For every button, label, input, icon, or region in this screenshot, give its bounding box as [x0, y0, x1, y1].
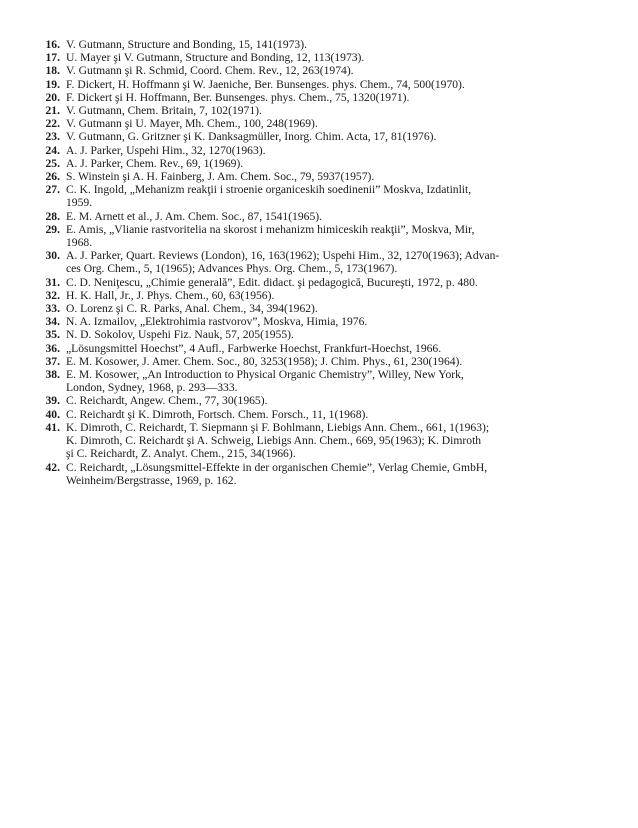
- reference-text: [66, 368, 615, 394]
- reference-line: V. Gutmann, G. Gritzner şi K. Danksagmüller, Inorg. Chim. Acta, 17, 81(1976).: [66, 130, 437, 144]
- reference-line: ces Org. Chem., 5, 1(1965); Advances Phys. Org. Chem., 5, 173(1967).: [66, 262, 398, 276]
- reference-item: [30, 394, 615, 407]
- reference-line: V. Gutmann şi R. Schmid, Coord. Chem. Rev., 12, 263(1974).: [66, 64, 354, 78]
- reference-number: 40.: [45, 407, 60, 421]
- reference-item: [30, 130, 615, 143]
- reference-text: [66, 289, 615, 302]
- reference-line: „Lösungsmittel Hoechst”, 4 Aufl., Farbwerke Hoechst, Frankfurt-Hoechst, 1966.: [66, 341, 442, 355]
- reference-item: [30, 144, 615, 157]
- reference-line: C. Reichardt, Angew. Chem., 77, 30(1965).: [66, 394, 268, 408]
- reference-number: 34.: [45, 315, 60, 329]
- reference-line: N. A. Izmailov, „Elektrohimia rastvorov”, Moskva, Himia, 1976.: [66, 315, 368, 329]
- reference-line: Weinheim/Bergstrasse, 1969, p. 162.: [66, 473, 237, 487]
- reference-item: [30, 315, 615, 328]
- reference-text: [66, 104, 615, 117]
- reference-item: [30, 170, 615, 183]
- reference-item: [30, 38, 615, 51]
- reference-line: V. Gutmann şi U. Mayer, Mh. Chem., 100, 248(1969).: [66, 117, 318, 131]
- reference-text: [66, 421, 615, 461]
- reference-text: [66, 276, 615, 289]
- reference-item: [30, 64, 615, 77]
- reference-text: [66, 249, 615, 275]
- reference-line: H. K. Hall, Jr., J. Phys. Chem., 60, 63(1956).: [66, 288, 275, 302]
- reference-line: C. Reichardt şi K. Dimroth, Fortsch. Chem. Forsch., 11, 1(1968).: [66, 407, 369, 421]
- reference-line: London, Sydney, 1968, p. 293—333.: [66, 381, 238, 395]
- reference-line: E. M. Arnett et al., J. Am. Chem. Soc., 87, 1541(1965).: [66, 209, 323, 223]
- reference-line: E. M. Kosower, J. Amer. Chem. Soc., 80, 3253(1958); J. Chim. Phys., 61, 230(1964).: [66, 354, 463, 368]
- reference-text: [66, 38, 615, 51]
- reference-number: 24.: [45, 143, 60, 157]
- reference-number: 25.: [45, 156, 60, 170]
- reference-text: [66, 170, 615, 183]
- reference-number: 19.: [45, 77, 60, 91]
- reference-item: [30, 183, 615, 209]
- reference-item: [30, 368, 615, 394]
- reference-number: 22.: [45, 117, 60, 131]
- reference-text: [66, 117, 615, 130]
- reference-number: 37.: [45, 354, 60, 368]
- reference-line: U. Mayer şi V. Gutmann, Structure and Bonding, 12, 113(1973).: [66, 51, 365, 65]
- reference-line: O. Lorenz şi C. R. Parks, Anal. Chem., 34, 394(1962).: [66, 302, 318, 316]
- reference-number: 30.: [45, 249, 60, 263]
- reference-number: 20.: [45, 90, 60, 104]
- reference-item: [30, 302, 615, 315]
- reference-number: 42.: [45, 460, 60, 474]
- reference-line: K. Dimroth, C. Reichardt şi A. Schweig, Liebigs Ann. Chem., 669, 95(1963); K. Dimroth: [66, 434, 482, 448]
- reference-text: [66, 64, 615, 77]
- reference-text: [66, 157, 615, 170]
- reference-number: 31.: [45, 275, 60, 289]
- reference-item: [30, 355, 615, 368]
- reference-text: [66, 328, 615, 341]
- reference-line: V. Gutmann, Structure and Bonding, 15, 141(1973).: [66, 38, 307, 51]
- reference-item: [30, 461, 615, 487]
- reference-line: 1959.: [66, 196, 93, 210]
- reference-line: A. J. Parker, Uspehi Him., 32, 1270(1963).: [66, 143, 266, 157]
- reference-line: A. J. Parker, Chem. Rev., 69, 1(1969).: [66, 156, 244, 170]
- reference-item: [30, 276, 615, 289]
- reference-item: [30, 91, 615, 104]
- reference-line: N. D. Sokolov, Uspehi Fiz. Nauk, 57, 205(1955).: [66, 328, 294, 342]
- reference-line: V. Gutmann, Chem. Britain, 7, 102(1971).: [66, 104, 262, 118]
- reference-line: F. Dickert, H. Hoffmann şi W. Jaeniche, Ber. Bunsenges. phys. Chem., 74, 500(1970).: [66, 77, 465, 91]
- reference-item: [30, 117, 615, 130]
- reference-text: [66, 408, 615, 421]
- reference-line: E. M. Kosower, „An Introduction to Physical Organic Chemistry”, Willey, New York,: [66, 368, 464, 382]
- reference-text: [66, 51, 615, 64]
- reference-number: 27.: [45, 183, 60, 197]
- reference-item: [30, 421, 615, 461]
- reference-number: 39.: [45, 394, 60, 408]
- reference-text: [66, 223, 615, 249]
- reference-text: [66, 78, 615, 91]
- reference-text: [66, 302, 615, 315]
- reference-item: [30, 289, 615, 302]
- reference-number: 28.: [45, 209, 60, 223]
- reference-text: [66, 355, 615, 368]
- reference-number: 41.: [45, 420, 60, 434]
- reference-list: [30, 38, 615, 487]
- reference-number: 17.: [45, 51, 60, 65]
- reference-item: [30, 104, 615, 117]
- reference-text: [66, 144, 615, 157]
- reference-number: 35.: [45, 328, 60, 342]
- reference-line: K. Dimroth, C. Reichardt, T. Siepmann şi F. Bohlmann, Liebigs Ann. Chem., 661, 1(1963);: [66, 420, 490, 434]
- reference-number: 26.: [45, 170, 60, 184]
- reference-text: [66, 461, 615, 487]
- reference-line: E. Amis, „Vlianie rastvoritelia na skorost i mehanizm himiceskih reakţii”, Moskva, Mir,: [66, 222, 475, 236]
- reference-line: C. D. Neniţescu, „Chimie generală”, Edit. didact. şi pedagogică, Bucureşti, 1972, p. 480.: [66, 275, 478, 289]
- reference-line: S. Winstein şi A. H. Fainberg, J. Am. Chem. Soc., 79, 5937(1957).: [66, 170, 375, 184]
- reference-text: [66, 183, 615, 209]
- reference-number: 36.: [45, 341, 60, 355]
- reference-item: [30, 328, 615, 341]
- reference-number: 38.: [45, 368, 60, 382]
- reference-text: [66, 342, 615, 355]
- reference-item: [30, 157, 615, 170]
- reference-text: [66, 210, 615, 223]
- reference-item: [30, 78, 615, 91]
- reference-item: [30, 408, 615, 421]
- reference-text: [66, 91, 615, 104]
- reference-item: [30, 210, 615, 223]
- reference-line: 1968.: [66, 236, 93, 250]
- reference-number: 29.: [45, 222, 60, 236]
- reference-number: 21.: [45, 104, 60, 118]
- reference-number: 32.: [45, 288, 60, 302]
- reference-item: [30, 249, 615, 275]
- reference-line: C. Reichardt, „Lösungsmittel-Effekte in der organischen Chemie”, Verlag Chemie, GmbH,: [66, 460, 488, 474]
- reference-line: C. K. Ingold, „Mehanizm reakţii i stroenie organiceskih soedinenii” Moskva, Izdatinlit,: [66, 183, 472, 197]
- reference-line: F. Dickert şi H. Hoffmann, Ber. Bunsenges. phys. Chem., 75, 1320(1971).: [66, 90, 410, 104]
- reference-item: [30, 342, 615, 355]
- reference-item: [30, 223, 615, 249]
- reference-line: A. J. Parker, Quart. Reviews (London), 16, 163(1962); Uspehi Him., 32, 1270(1963); Advan-: [66, 249, 500, 263]
- reference-item: [30, 51, 615, 64]
- reference-number: 18.: [45, 64, 60, 78]
- reference-number: 16.: [45, 38, 60, 51]
- reference-text: [66, 130, 615, 143]
- reference-number: 23.: [45, 130, 60, 144]
- reference-number: 33.: [45, 302, 60, 316]
- reference-text: [66, 315, 615, 328]
- reference-line: şi C. Reichardt, Z. Analyt. Chem., 215, 34(1966).: [66, 447, 296, 461]
- reference-text: [66, 394, 615, 407]
